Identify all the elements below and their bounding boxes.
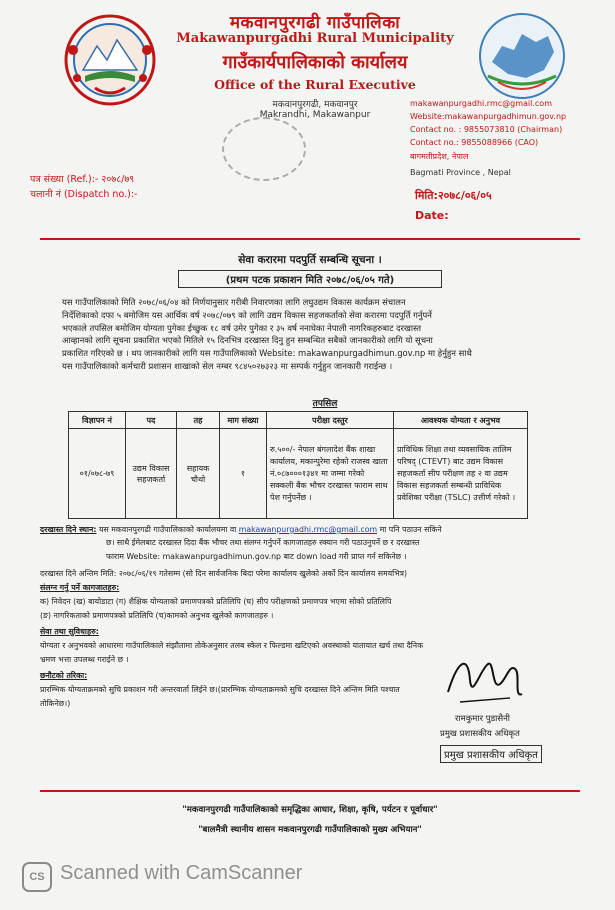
date-np: मिति:२०७८/०६/०५ <box>415 189 492 202</box>
paragraph-line: निर्देशिकाको दफा ५ बमोजिम यस आर्थिक वर्ष २०७८/०७९ को लागि उद्यम विकास सहजकर्ताको सेवा करारमा पदपुर्ति गर्नुपर्ने <box>62 309 432 320</box>
province-en: Bagmati Province , Nepal <box>410 168 511 177</box>
notice-subtitle: (प्रथम पटक प्रकाशन मिति २०७८/०६/०५ गते) <box>178 270 442 288</box>
paragraph-line: यस गाउँपालिकाको मिति २०७८/०६/०४ को निर्णयानुसार गरीबी निवारणका लागि लघुउद्यम विकास कार्यक्रम संचालन <box>62 297 406 307</box>
date-en: Date: <box>415 209 449 222</box>
footer-slogan-2: "बालमैत्री स्थानीय शासन मकवानपुरगढी गाउँपालिकाको मुख्य अभियान" <box>198 825 422 835</box>
office-name-np: गाउँकार्यपालिकाको कार्यालय <box>222 52 408 73</box>
address-np: मकवानपुरगढी, मकवानपुर <box>272 100 358 110</box>
footer-slogan-1: "मकवानपुरगढी गाउँपालिकाको समृद्धिका आधार, शिक्षा, कृषि, पर्यटन र पूर्वाधार" <box>182 805 438 815</box>
camscanner-logo-icon: CS <box>22 862 52 892</box>
cell-qualification: प्राविधिक शिक्षा तथा व्यवसायिक तालिम परिषद् (CTEVT) बाट उद्यम विकास सहजकर्ता सीप परीक्षण तह २ वा उद्यम विकास सहजकर्ता सम्बन्धी प्राविधिक प्रवेशिका परीक्षा (TSLC) उत्तीर्ण गरेको । <box>394 429 528 519</box>
col-level: तह <box>177 412 220 429</box>
col-qualification: आवश्यक योग्यता र अनुभव <box>394 412 528 429</box>
office-seal-stamp <box>222 117 306 181</box>
submit-email-link[interactable]: makawanpurgadhi.rmc@gmail.com <box>238 525 378 534</box>
cell-adv-no: ०१/०७८-७९ <box>69 429 126 519</box>
designation-stamp: प्रमुख प्रशासकीय अधिकृत <box>440 745 542 763</box>
dispatch-number: चलानी नं (Dispatch no.):- <box>30 189 138 200</box>
col-adv-no: विज्ञापन नं <box>69 412 126 429</box>
selection-line-2: तोकिनेछ।) <box>40 699 71 708</box>
contact-phone-chairman: Contact no. : 9855073810 (Chairman) <box>410 125 563 134</box>
contact-website[interactable]: Website:makawanpurgadhimun.gov.np <box>410 112 567 121</box>
deadline-line: दरखास्त दिने अन्तिम मिति: २०७८/०६/१९ गतेसम्म (सो दिन सार्वजनिक बिदा परेमा कार्यालय खुलेको अर्को दिन कार्यालय समयभित्र) <box>40 569 408 578</box>
office-name-en: Office of the Rural Executive <box>214 77 416 92</box>
header-divider <box>40 238 580 240</box>
submit-location-line-3: फाराम Website: makawanpurgadhimun.gov.np बाट down load गरी प्राप्त गर्न सकिनेछ । <box>106 552 407 561</box>
paragraph-line: भएकाले तपसिल बमोजिम योग्यता पुगेका ईच्छुक १८ वर्ष उमेर पुगेका र ३५ वर्ष ननाघेका नेपाली नागरिकहरुबाट दरखास्त <box>62 322 422 333</box>
paragraph-line: आव्हानको लागि सूचना प्रकाशित भएको मितिले १५ दिनभित्र दरखास्त दिनु हुन सम्बन्धित सबैको जानकारीको लागि यो सूचना <box>62 335 433 346</box>
cell-count: १ <box>220 429 267 519</box>
municipality-map-logo-icon <box>478 12 566 100</box>
cell-level: सहायक चौथो <box>177 429 220 519</box>
notice-title: सेवा करारमा पदपुर्ति सम्बन्धि सूचना । <box>238 254 382 266</box>
submit-location-label: दरखास्त दिने स्थान: <box>40 525 97 534</box>
selection-line-1: प्रारम्भिक योग्यताक्रमको सुचि प्रकाशन गरी अन्तरवार्ता लिईने छ।(प्रारम्भिक योग्यताक्रमको सुचि दरखास्त दिने अन्तिम मिति पश्चात <box>40 685 400 694</box>
facilities-line-2: भ्रमण भत्ता उपलब्ध गराईने छ । <box>40 655 129 664</box>
schedule-heading: तपसिल <box>312 399 338 409</box>
paragraph-line: यस गाउँपालिकाको कर्मचारी प्रशासन शाखाको सेल नम्बर ९८४५०२७३२३ मा सम्पर्क गर्नुहुन जानकारी गराईन्छ । <box>62 360 393 371</box>
province-np: बागमतीप्रदेश, नेपाल <box>410 152 469 161</box>
facilities-label: सेवा तथा सुविधाहरु: <box>40 627 99 636</box>
col-post: पद <box>126 412 177 429</box>
contact-email[interactable]: makawanpurgadhi.rmc@gmail.com <box>410 99 552 108</box>
submit-location-line-1 <box>40 524 442 535</box>
submit-location-text-b: मा पनि पठाउन सकिने <box>379 525 442 534</box>
cell-fee: रु.५००/- नेपाल बंगलादेश बैंक शाखा कार्यालय, मकान्पुरेमा रहेको राजस्व खाता नं.०८७०००१३४१ मा जम्मा गरेको सक्कली बैंक भौचर दरखास्त फाराम साथ पेश गर्नुपर्नेछ । <box>267 429 394 519</box>
notice-paragraph <box>62 296 558 373</box>
documents-label: संलग्न गर्नु पर्ने कागजातहरु: <box>40 583 120 592</box>
documents-line-1: क) निवेदन (ख) बायोडाटा (ग) शैक्षिक योग्यताको प्रमाणपत्रको प्रतिलिपि (घ) सीप परीक्षणको प्रमाणपत्र भएमा सोको प्रतिलिपि <box>40 597 392 606</box>
nepal-emblem-icon <box>55 10 165 110</box>
table-row <box>69 429 528 519</box>
paragraph-line: प्रकाशित गरिएको छ । थप जानकारीको लागि यस गाउँपालिकाको Website: makawanpurgadhimun.gov.np मा हेर्नुहुन साथै <box>62 348 472 359</box>
documents-line-2: (ङ) नागरिकताको प्रमाणपत्रको प्रतिलिपि (च)कामको अनुभव खुलेको कागजातहरु । <box>40 611 274 620</box>
address-en: Makrandhi, Makawanpur <box>259 110 371 120</box>
municipality-name-np: मकवानपुरगढी गाउँपालिका <box>229 13 401 33</box>
submit-location-text: यस मकवानपुरगढी गाउँपालिकाको कार्यालयमा वा <box>98 525 237 534</box>
selection-label: छनौटको तरिका: <box>40 671 88 680</box>
municipality-name-en: Makawanpurgadhi Rural Municipality <box>176 31 454 46</box>
col-count: माग संख्या <box>220 412 267 429</box>
vacancy-table <box>68 411 528 519</box>
cell-post: उद्यम विकास सहजकर्ता <box>126 429 177 519</box>
contact-phone-cao: Contact no.: 9855088966 (CAO) <box>410 138 539 147</box>
camscanner-watermark: Scanned with CamScanner <box>60 862 303 884</box>
ref-number: पत्र संख्या (Ref.):- २०७८/७९ <box>30 174 135 185</box>
table-header-row <box>69 412 528 429</box>
handwritten-signature-icon <box>440 640 530 720</box>
facilities-line-1: योग्यता र अनुभवको आधारमा गाउँपालिकाले संझौतामा तोकेअनुसार तलब स्केल र फिल्डमा खटिएको अवस्थाको यातायात खर्च तथा दैनिक <box>40 641 424 650</box>
footer-divider <box>40 790 580 792</box>
signatory-designation: प्रमुख प्रशासकीय अधिकृत <box>440 729 520 739</box>
col-fee: परीक्षा दस्तुर <box>267 412 394 429</box>
submit-location-line-2: छ। साथै ईमेलबाट दरखास्त दिदा बैंक भौचर तथा संलग्न गर्नुपर्ने कागजातहरु स्क्यान गरी पठाउनुपर्ने छ र दरखास्त <box>106 538 420 547</box>
signatory-name: रामकुमार पुडासैनी <box>455 714 510 724</box>
